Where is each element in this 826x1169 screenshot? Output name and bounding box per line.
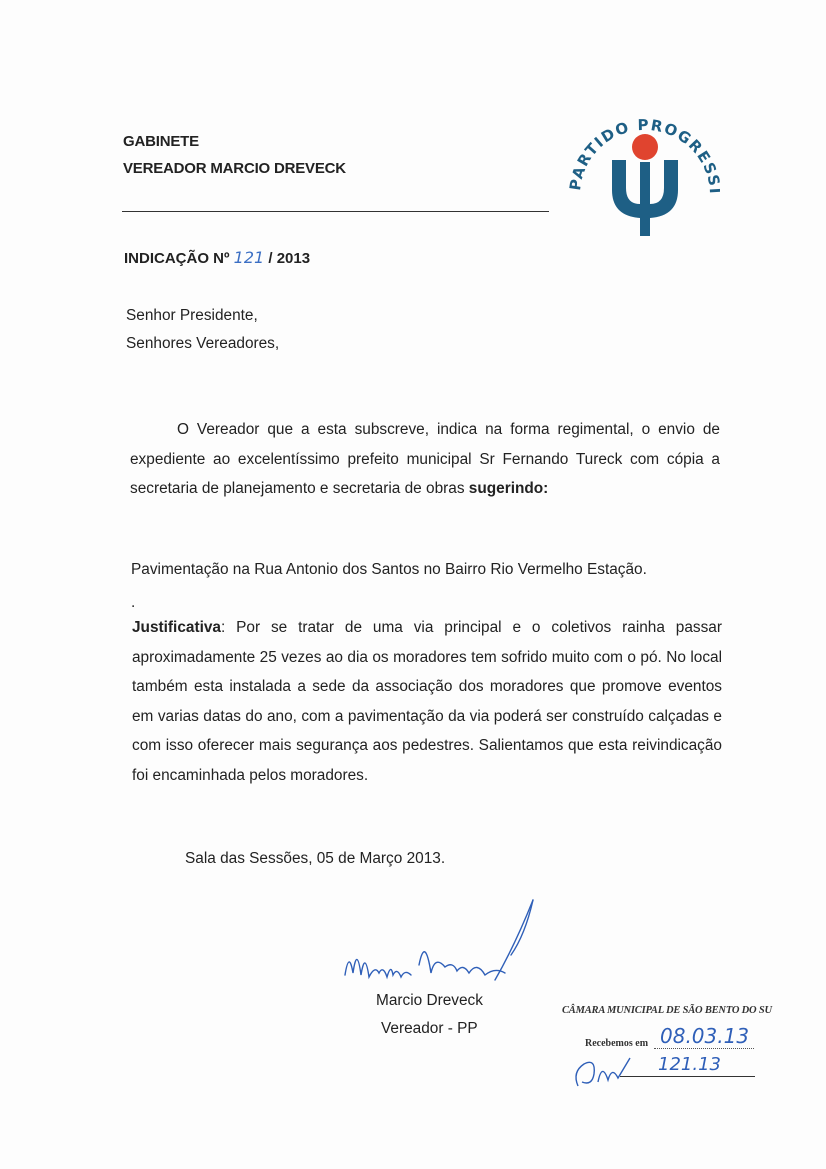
- handwritten-signature: [335, 895, 545, 1005]
- intro-text: O Vereador que a esta subscreve, indica na forma regimental, o envio de expediente ao excelentíssimo prefeito municipal Sr Fernando Tureck com cópia a secretaria de planejamento e secretaria de obras: [130, 421, 720, 497]
- justification-label: Justificativa: [132, 619, 221, 636]
- salutation-president: Senhor Presidente,: [126, 307, 258, 324]
- request-text: Pavimentação na Rua Antonio dos Santos no Bairro Rio Vermelho Estação.: [131, 561, 647, 578]
- logo-head-icon: [632, 134, 658, 160]
- intro-emphasis: sugerindo:: [468, 480, 549, 497]
- logo-arc-text: PARTIDO PROGRES: [566, 115, 720, 192]
- logo-figure-icon: [612, 160, 678, 236]
- indicacao-line: [124, 248, 310, 267]
- stamp-received-label: Recebemos em: [585, 1038, 649, 1049]
- stamp-protocol-number: 121.13: [658, 1054, 721, 1075]
- salutation-councilors: Senhores Vereadores,: [126, 335, 280, 352]
- stamp-initials-scribble: [568, 1052, 638, 1092]
- indicacao-number-handwritten: 121: [233, 248, 265, 267]
- indicacao-prefix: INDICAÇÃO Nº: [124, 250, 230, 267]
- signer-name: Marcio Dreveck: [376, 992, 483, 1009]
- intro-paragraph: [130, 415, 720, 504]
- stray-mark: .: [131, 594, 136, 611]
- indicacao-year: / 2013: [268, 250, 311, 267]
- office-title: GABINETE: [123, 133, 199, 150]
- party-logo: [560, 100, 720, 240]
- stamp-date-line: [654, 1048, 754, 1049]
- reception-stamp: [560, 1000, 800, 1110]
- justification-text: : Por se tratar de uma via principal e o coletivos rainha passar aproximadamente 25 vezes ao dia os moradores tem sofrido muito com o pó. No local também esta instalada a sede da associação dos moradores que promove eventos em varias datas do ano, com a pavimentação da via poderá ser construído calçadas e com isso oferecer mais segurança aos pedestres. Salientamos que esta reivindicação foi encaminhada pelos moradores.: [132, 619, 722, 784]
- stamp-title: CÂMARA MUNICIPAL DE SÃO BENTO DO SU: [562, 1005, 772, 1016]
- justification-paragraph: [132, 613, 722, 790]
- stamp-protocol-line: [620, 1076, 755, 1077]
- signer-role: Vereador - PP: [381, 1020, 478, 1037]
- stamp-received-date: 08.03.13: [660, 1024, 750, 1048]
- header-divider: [122, 211, 549, 212]
- councilor-title: VEREADOR MARCIO DREVECK: [123, 160, 346, 177]
- closing-date: Sala das Sessões, 05 de Março 2013.: [185, 850, 446, 867]
